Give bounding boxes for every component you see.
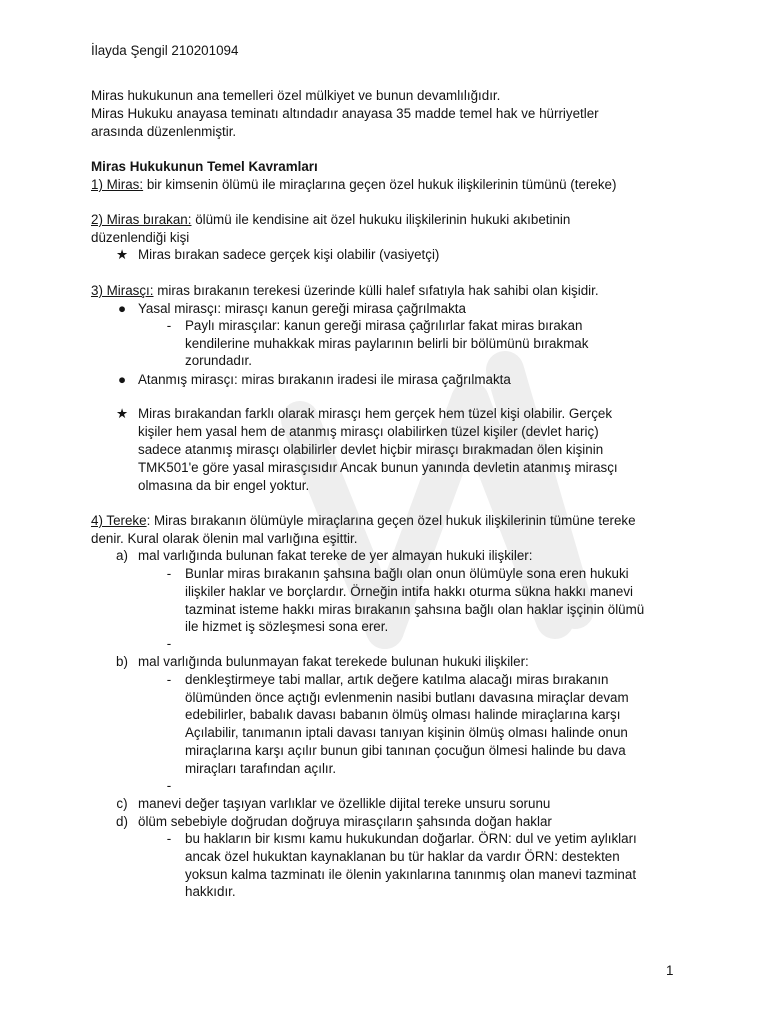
section-2-star-text: Miras bırakan sadece gerçek kişi olabilir (vasiyetçi) [138, 247, 440, 262]
section-4-b-sub-line: miraçları tarafından açılır. [185, 761, 337, 776]
section-2-line [91, 211, 570, 229]
section-4-line [91, 512, 636, 530]
section-4-a-sub-line: ile hizmet iş sözleşmesi sona erer. [185, 619, 389, 634]
list-marker-d: d) [116, 814, 128, 829]
section-4-text: : Miras bırakanın ölümüyle miraçlarına geçen özel hukuk ilişkilerinin tümüne tereke [146, 513, 636, 528]
intro-line: Miras hukukunun ana temelleri özel mülkiyet ve bunun devamlılığıdır. [91, 88, 501, 103]
dash-icon: - [166, 566, 172, 581]
section-4-a-sub-line: Bunlar miras bırakanın şahsına bağlı olan onun ölümüyle sona eren hukuki [185, 566, 629, 581]
dash-icon: - [166, 636, 172, 651]
dash-icon: - [166, 318, 172, 333]
section-4-item-c: manevi değer taşıyan varlıklar ve özellikle dijital tereke unsuru sorunu [138, 796, 551, 811]
intro-line: Miras Hukuku anayasa teminatı altındadır anayasa 35 madde temel hak ve hürriyetler [91, 106, 599, 121]
intro-line: arasında düzenlenmiştir. [91, 124, 237, 139]
section-4-b-sub-line: denkleştirmeye tabi mallar, artık değere katılma alacağı miras bırakanın [185, 672, 609, 687]
dash-icon: - [166, 778, 172, 793]
section-4-item-d: ölüm sebebiyle doğrudan doğruya mirasçıların şahsında doğan haklar [138, 814, 552, 829]
dash-icon: - [166, 672, 172, 687]
section-3-text: miras bırakanın terekesi üzerinde külli halef sıfatıyla hak sahibi olan kişidir. [153, 283, 599, 298]
section-4-a-sub-line: tazminat isteme hakkı miras bırakanın şahsına bağlı olan haklar işçinin ölümü [185, 602, 645, 617]
section-4-d-sub-line: bu hakların bir kısmı kamu hukukundan doğarlar. ÖRN: dul ve yetim aylıkları [185, 831, 637, 846]
section-4-label: 4) Tereke [91, 513, 147, 528]
dash-icon: - [166, 831, 172, 846]
star-icon: ★ [115, 406, 128, 421]
star-icon: ★ [115, 247, 128, 262]
section-4-continuation: denir. Kural olarak ölenin mal varlığına eşittir. [91, 531, 358, 546]
section-4-b-sub-line: ölümünden önce açtığı evlenmenin nasibi butlanı davasına miraçlar devam [185, 690, 629, 705]
section-3-line [91, 282, 599, 300]
section-4-d-sub-line: ancak özel hukuktan kaynaklanan bu tür haklar da vardır ÖRN: destekten [185, 849, 620, 864]
section-2-text: ölümü ile kendisine ait özel hukuku ilişkilerinin hukuki akıbetinin [191, 212, 571, 227]
bullet-icon: ● [117, 301, 127, 316]
section-3-sub-line: zorundadır. [185, 353, 252, 368]
section-3-star-line: olmasına da bir engel yoktur. [138, 478, 310, 493]
section-4-item-b: mal varlığında bulunmayan fakat terekede bulunan hukuki ilişkiler: [138, 654, 529, 669]
list-marker-c: c) [116, 796, 128, 811]
section-4-item-a: mal varlığında bulunan fakat tereke de yer almayan hukuki ilişkiler: [138, 548, 533, 563]
section-3-sub-line: Paylı mirasçılar: kanun gereği mirasa çağrılırlar fakat miras bırakan [185, 318, 583, 333]
section-3-star-line: sadece atanmış mirasçı olabilirler devlet hiçbir mirasçı bırakmadan ölen kişinin [138, 442, 604, 457]
section-3-star-line: kişiler hem yasal hem de atanmış mirasçı olabilirken tüzel kişiler (devlet hariç) [138, 424, 599, 439]
section-1-line [91, 176, 616, 194]
section-4-b-sub-line: edebilirler, babalık davası babanın ölmüş olması halinde miraçlarına karşı [185, 707, 621, 722]
section-3-bullet-1: Yasal mirasçı: mirasçı kanun gereği mirasa çağrılmakta [138, 301, 466, 316]
section-2-label: 2) Miras bırakan: [91, 212, 192, 227]
bullet-icon: ● [117, 372, 127, 387]
section-2-continuation: düzenlendiği kişi [91, 230, 190, 245]
section-4-b-sub-line: Açılabilir, tanımanın iptali davası tanıyan kişinin ölmüş olması halinde onun [185, 725, 628, 740]
section-3-sub-line: kendilerine muhakkak miras paylarının belirli bir bölümünü bırakmak [185, 336, 589, 351]
section-3-label: 3) Mirasçı: [91, 283, 154, 298]
list-marker-b: b) [116, 654, 128, 669]
section-4-b-sub-line: miraçlarına karşı açılır bunun gibi tanınan çocuğun ölmesi halinde bu dava [185, 743, 626, 758]
document-author: İlayda Şengil 210201094 [91, 43, 239, 58]
section-3-star-line: TMK501'e göre yasal mirasçısıdır Ancak bunun yanında devletin atanmış mirasçı [138, 460, 618, 475]
section-4-d-sub-line: hakkıdır. [185, 884, 236, 899]
section-heading: Miras Hukukunun Temel Kavramları [91, 159, 318, 174]
section-3-star-line: Miras bırakandan farklı olarak mirasçı hem gerçek hem tüzel kişi olabilir. Gerçek [138, 406, 613, 421]
section-1-label: 1) Miras: [91, 177, 144, 192]
section-3-bullet-2: Atanmış mirasçı: miras bırakanın iradesi ile mirasa çağrılmakta [138, 372, 511, 387]
section-1-text: bir kimsenin ölümü ile miraçlarına geçen özel hukuk ilişkilerinin tümünü (tereke) [143, 177, 617, 192]
section-4-d-sub-line: yoksun kalma tazminatı ile ölenin yakınlarına tanınmış olan manevi tazminat [185, 867, 637, 882]
section-4-a-sub-line: ilişkiler haklar ve borçlardır. Örneğin intifa hakkı oturma sükna hakkı manevi [185, 584, 634, 599]
page-number: 1 [666, 963, 674, 978]
list-marker-a: a) [116, 548, 128, 563]
